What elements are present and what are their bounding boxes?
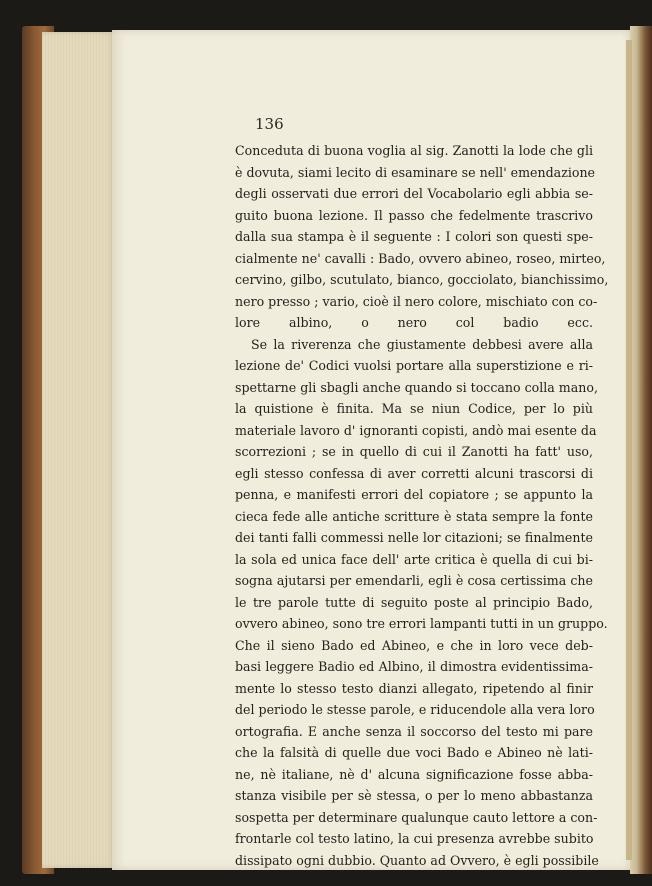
text-line: egli stesso confessa di aver corretti alcuni trascorsi di <box>235 465 593 481</box>
text-line: la quistione è finita. Ma se niun Codice, per lo più <box>235 401 593 416</box>
text-line: dalla sua stampa è il seguente : I colori son questi spe- <box>235 229 593 244</box>
text-line: del periodo le stesse parole, e riducendole alla vera loro <box>235 702 595 717</box>
text-line: stanza visibile per sè stessa, o per lo meno abbastanza <box>235 788 593 803</box>
text-line: scorrezioni ; se in quello di cui il Zanotti ha fatt' uso, <box>235 444 593 459</box>
text-line: le tre parole tutte di seguito poste al principio Bado, <box>235 594 593 610</box>
text-line: è dovuta, siami lecito di esaminare se nell' emendazione <box>235 164 596 180</box>
text-line: dei tanti falli commessi nelle lor citazioni; se finalmente <box>235 530 593 545</box>
text-line: materiale lavoro d' ignoranti copisti, andò mai esente da <box>235 422 597 438</box>
next-page-edge <box>626 40 632 860</box>
text-line: nero presso ; vario, cioè il nero colore, mischiato con co- <box>235 293 598 309</box>
text-line: Conceduta di buona voglia al sig. Zanotti la lode che gli <box>235 143 593 158</box>
text-line: la sola ed unica face dell' arte critica è quella di cui bi- <box>235 551 593 567</box>
text-line: basi leggere Badio ed Albino, il dimostra evidentissima- <box>235 659 593 674</box>
text-line: cervino, gilbo, scutulato, bianco, gocciolato, bianchissimo, <box>235 272 609 287</box>
text-line: Se la riverenza che giustamente debbesi avere alla <box>251 336 593 352</box>
text-line: cialmente ne' cavalli : Bado, ovvero abineo, roseo, mirteo, <box>235 250 606 266</box>
text-line: guito buona lezione. Il passo che fedelmente trascrivo <box>235 207 593 223</box>
text-line: ortografia. E anche senza il soccorso del testo mi pare <box>235 723 593 739</box>
text-line: sospetta per determinare qualunque cauto lettore a con- <box>235 809 598 825</box>
text-line: lore albino, o nero col badio ecc. <box>235 315 593 330</box>
text-line: mente lo stesso testo dianzi allegato, ripetendo al finir <box>235 680 593 696</box>
text-line: cieca fede alle antiche scritture è stata sempre la fonte <box>235 508 593 524</box>
book-cover-right <box>630 26 652 874</box>
body-text <box>235 140 609 871</box>
text-line: penna, e manifesti errori del copiatore ; se appunto la <box>235 487 593 502</box>
page-number: 136 <box>255 115 284 133</box>
text-line: ovvero abineo, sono tre errori lampanti tutti in un gruppo. <box>235 616 608 631</box>
text-line: dissipato ogni dubbio. Quanto ad Ovvero, è egli possibile <box>235 852 599 868</box>
text-line: lezione de' Codici vuolsi portare alla superstizione e ri- <box>235 358 593 373</box>
text-line: che la falsità di quelle due voci Bado e Abineo nè lati- <box>235 745 593 760</box>
page-edges <box>42 32 116 868</box>
text-line: spettarne gli sbagli anche quando si toccano colla mano, <box>235 379 598 395</box>
text-line: Che il sieno Bado ed Abineo, e che in loro vece deb- <box>235 637 593 653</box>
page <box>112 30 630 870</box>
text-line: degli osservati due errori del Vocabolario egli abbia se- <box>235 186 593 201</box>
text-line: ne, nè italiane, nè d' alcuna significazione fosse abba- <box>235 766 593 782</box>
text-line: sogna ajutarsi per emendarli, egli è cosa certissima che <box>235 573 593 588</box>
text-line: frontarle col testo latino, la cui presenza avrebbe subito <box>235 831 594 846</box>
